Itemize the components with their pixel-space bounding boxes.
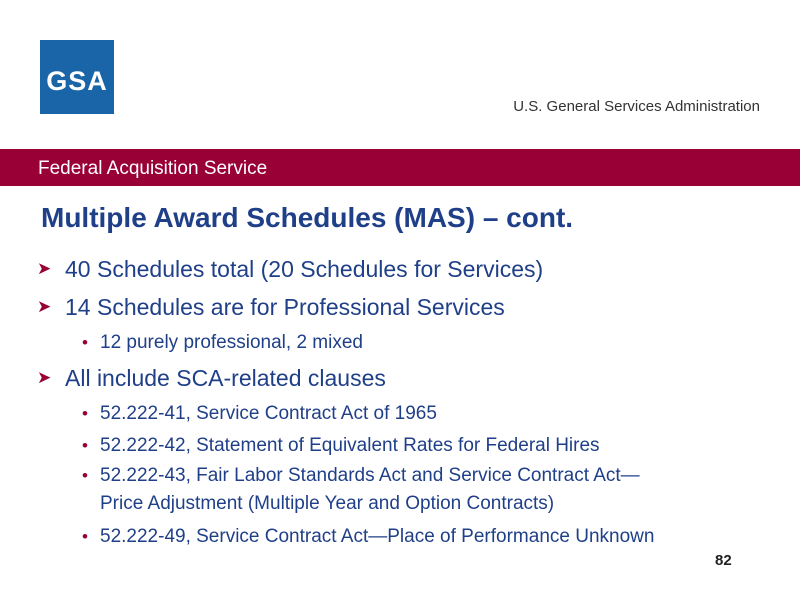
arrow-bullet-icon: ➤ bbox=[37, 297, 52, 316]
arrow-bullet-icon: ➤ bbox=[37, 259, 52, 278]
section-banner bbox=[0, 149, 800, 186]
bullet-item bbox=[37, 296, 505, 319]
gsa-logo bbox=[40, 40, 114, 114]
bullet-text: 40 Schedules total (20 Schedules for Services) bbox=[65, 256, 544, 282]
dot-bullet-icon: • bbox=[82, 333, 88, 352]
subbullet-text: 52.222-42, Statement of Equivalent Rates for Federal Hires bbox=[100, 435, 600, 456]
arrow-bullet-icon: ➤ bbox=[37, 368, 52, 387]
subbullet-item bbox=[82, 527, 654, 546]
bullet-text: 14 Schedules are for Professional Services bbox=[65, 294, 505, 320]
gsa-logo-text: GSA bbox=[46, 66, 108, 96]
subbullet-continuation: Price Adjustment (Multiple Year and Option Contracts) bbox=[100, 493, 555, 514]
subbullet-item bbox=[82, 466, 640, 485]
dot-bullet-icon: • bbox=[82, 404, 88, 423]
bullet-item bbox=[37, 258, 543, 281]
subbullet-item bbox=[82, 404, 437, 423]
dot-bullet-icon: • bbox=[82, 466, 88, 485]
agency-name: U.S. General Services Administration bbox=[513, 98, 760, 115]
banner-title: Federal Acquisition Service bbox=[38, 158, 268, 179]
subbullet-item bbox=[82, 333, 363, 352]
page-number: 82 bbox=[715, 552, 732, 569]
dot-bullet-icon: • bbox=[82, 436, 88, 455]
bullet-item bbox=[37, 367, 386, 390]
subbullet-text: 52.222-49, Service Contract Act—Place of Performance Unknown bbox=[100, 526, 655, 547]
dot-bullet-icon: • bbox=[82, 527, 88, 546]
subbullet-text: 52.222-41, Service Contract Act of 1965 bbox=[100, 403, 437, 424]
slide-title: Multiple Award Schedules (MAS) – cont. bbox=[41, 202, 574, 233]
subbullet-text: 52.222-43, Fair Labor Standards Act and Service Contract Act— bbox=[100, 465, 640, 486]
bullet-text: All include SCA-related clauses bbox=[65, 365, 386, 391]
subbullet-item bbox=[82, 436, 600, 455]
subbullet-text: 12 purely professional, 2 mixed bbox=[100, 332, 363, 353]
